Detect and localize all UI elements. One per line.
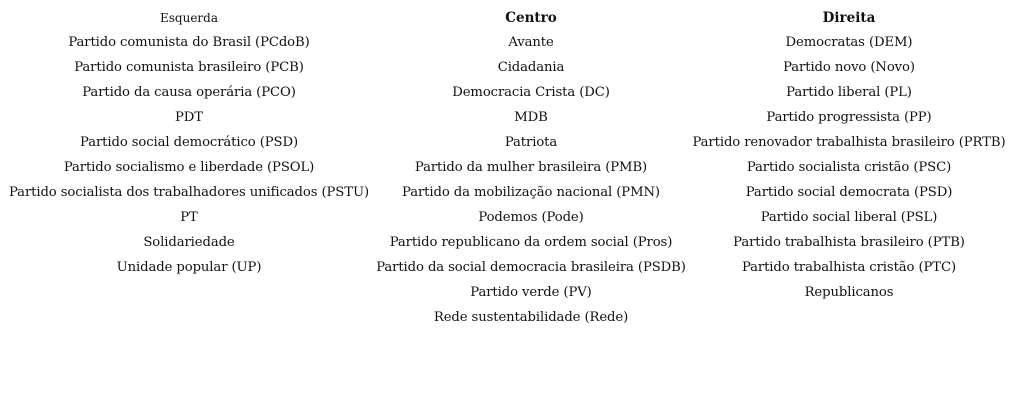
table-cell: Partido socialista dos trabalhadores unificados (PSTU) (9, 185, 369, 200)
table-cell: Partido liberal (PL) (786, 85, 912, 100)
column-header-centro: Centro (505, 10, 557, 26)
table-cell: Partido comunista do Brasil (PCdoB) (68, 35, 310, 50)
table-cell: MDB (514, 110, 548, 125)
table-cell: Partido socialismo e liberdade (PSOL) (63, 160, 315, 175)
table-cell: Unidade popular (UP) (116, 260, 262, 275)
table-cell: Partido da mobilização nacional (PMN) (402, 185, 660, 200)
table-cell: Partido social democrata (PSD) (745, 185, 953, 200)
table-cell: Partido socialista cristão (PSC) (746, 160, 952, 175)
table-cell: Partido verde (PV) (470, 285, 592, 300)
table-cell: Partido republicano da ordem social (Pros) (389, 235, 673, 250)
table-cell: PDT (175, 110, 203, 125)
table-cell: Partido trabalhista cristão (PTC) (741, 260, 957, 275)
table-cell: Partido da causa operária (PCO) (82, 85, 296, 100)
table-cell: Democracia Crista (DC) (452, 85, 610, 100)
table-cell: Democratas (DEM) (785, 35, 913, 50)
table-cell: Rede sustentabilidade (Rede) (433, 310, 629, 325)
column-header-direita: Direita (822, 10, 876, 26)
table-cell: Partido renovador trabalhista brasileiro (PRTB) (692, 135, 1006, 150)
table-cell: Patriota (504, 135, 558, 150)
table-cell: Cidadania (497, 60, 565, 75)
table-cell: Republicanos (804, 285, 894, 300)
table-cell: Podemos (Pode) (478, 210, 584, 225)
column-direita (688, 6, 1010, 305)
column-centro (372, 6, 690, 330)
table-cell: Partido social liberal (PSL) (760, 210, 938, 225)
column-header-esquerda: Esquerda (159, 11, 218, 25)
table-cell: Partido da social democracia brasileira (PSDB) (376, 260, 686, 275)
column-esquerda (0, 6, 378, 280)
table-cell: Partido comunista brasileiro (PCB) (74, 60, 304, 75)
table-cell: Partido trabalhista brasileiro (PTB) (733, 235, 965, 250)
table-cell: PT (180, 210, 198, 225)
table-cell: Partido progressista (PP) (766, 110, 932, 125)
table-cell: Partido social democrático (PSD) (80, 135, 298, 150)
table-cell: Solidariedade (143, 235, 235, 250)
table-cell: Avante (508, 35, 554, 50)
table-cell: Partido novo (Novo) (783, 60, 915, 75)
table-cell: Partido da mulher brasileira (PMB) (414, 160, 648, 175)
